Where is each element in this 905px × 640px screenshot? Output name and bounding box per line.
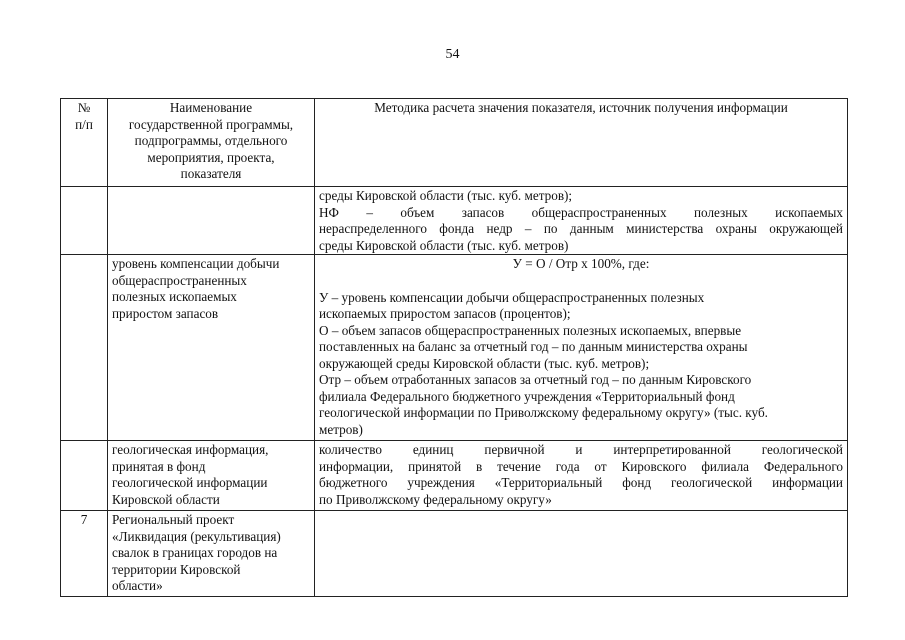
- method-cell: [315, 255, 848, 441]
- blank-line: [319, 273, 843, 290]
- method-line: филиала Федерального бюджетного учреждения «Территориальный фонд: [319, 388, 735, 404]
- method-line: геологической информации по Приволжскому федеральному округу» (тыс. куб.: [319, 405, 768, 420]
- name-line: «Ликвидация (рекультивация): [112, 528, 281, 544]
- number-cell: [61, 187, 108, 255]
- number-cell: 7: [61, 511, 108, 597]
- header-name-line: мероприятия, проекта,: [147, 149, 275, 165]
- header-name-line: показателя: [180, 166, 242, 181]
- name-line: общераспространенных: [112, 272, 247, 288]
- header-number-cell: [61, 99, 108, 187]
- method-line: У – уровень компенсации добычи общераспространенных полезных: [319, 289, 705, 305]
- name-line: Кировской области: [112, 491, 220, 507]
- method-line: окружающей среды Кировской области (тыс. куб. метров);: [319, 355, 650, 371]
- name-line: свалок в границах городов на: [112, 545, 278, 560]
- name-line: уровень компенсации добычи: [112, 256, 280, 271]
- header-name-line: подпрограммы, отдельного: [134, 133, 288, 148]
- name-line: геологическая информация,: [112, 442, 269, 457]
- table-row: [61, 511, 848, 597]
- header-number-line: п/п: [75, 116, 93, 132]
- header-name-line: государственной программы,: [128, 116, 294, 132]
- method-line: НФ – объем запасов общераспространенных полезных ископаемых: [319, 204, 843, 220]
- header-number-line: №: [77, 100, 91, 115]
- method-line: информации, принятой в течение года от Кировского филиала Федерального: [319, 458, 843, 474]
- method-line: по Приволжскому федеральному округу»: [319, 491, 552, 507]
- method-line: метров): [319, 421, 363, 437]
- name-line: Региональный проект: [112, 512, 235, 527]
- method-line: количество единиц первичной и интерпретированной геологической: [319, 442, 843, 457]
- table-row: [61, 255, 848, 441]
- name-cell: [108, 511, 315, 597]
- name-line: принятая в фонд: [112, 458, 206, 474]
- method-line: бюджетного учреждения «Территориальный фонд геологической информации: [319, 475, 843, 490]
- name-cell: [108, 187, 315, 255]
- method-line: нераспределенного фонда недр – по данным министерства охраны окружающей: [319, 221, 843, 236]
- method-cell: [315, 187, 848, 255]
- method-line: О – объем запасов общераспространенных полезных ископаемых, впервые: [319, 322, 742, 338]
- name-cell: [108, 441, 315, 511]
- method-line: среды Кировской области (тыс. куб. метров): [319, 237, 569, 253]
- method-line: поставленных на баланс за отчетный год – по данным министерства охраны: [319, 339, 748, 354]
- name-cell: [108, 255, 315, 441]
- indicator-table: [60, 98, 848, 597]
- number-cell: [61, 441, 108, 511]
- page-number: 54: [445, 47, 460, 62]
- table-row: [61, 187, 848, 255]
- number-cell: [61, 255, 108, 441]
- method-line: Отр – объем отработанных запасов за отчетный год – по данным Кировского: [319, 372, 752, 387]
- name-line: геологической информации: [112, 475, 268, 490]
- method-line: среды Кировской области (тыс. куб. метров);: [319, 188, 573, 203]
- header-method-cell: Методика расчета значения показателя, источник получения информации: [315, 99, 848, 187]
- name-line: области»: [112, 578, 163, 593]
- method-cell: [315, 511, 848, 597]
- name-line: территории Кировской: [112, 561, 241, 577]
- method-cell: [315, 441, 848, 511]
- table-header-row: [61, 99, 848, 187]
- table-row: [61, 441, 848, 511]
- header-name-line: Наименование: [169, 100, 253, 115]
- name-line: полезных ископаемых: [112, 289, 237, 304]
- method-line: ископаемых приростом запасов (процентов);: [319, 306, 571, 321]
- header-name-cell: [108, 99, 315, 187]
- formula: У = О / Отр х 100%, где:: [512, 256, 650, 271]
- name-line: приростом запасов: [112, 305, 219, 321]
